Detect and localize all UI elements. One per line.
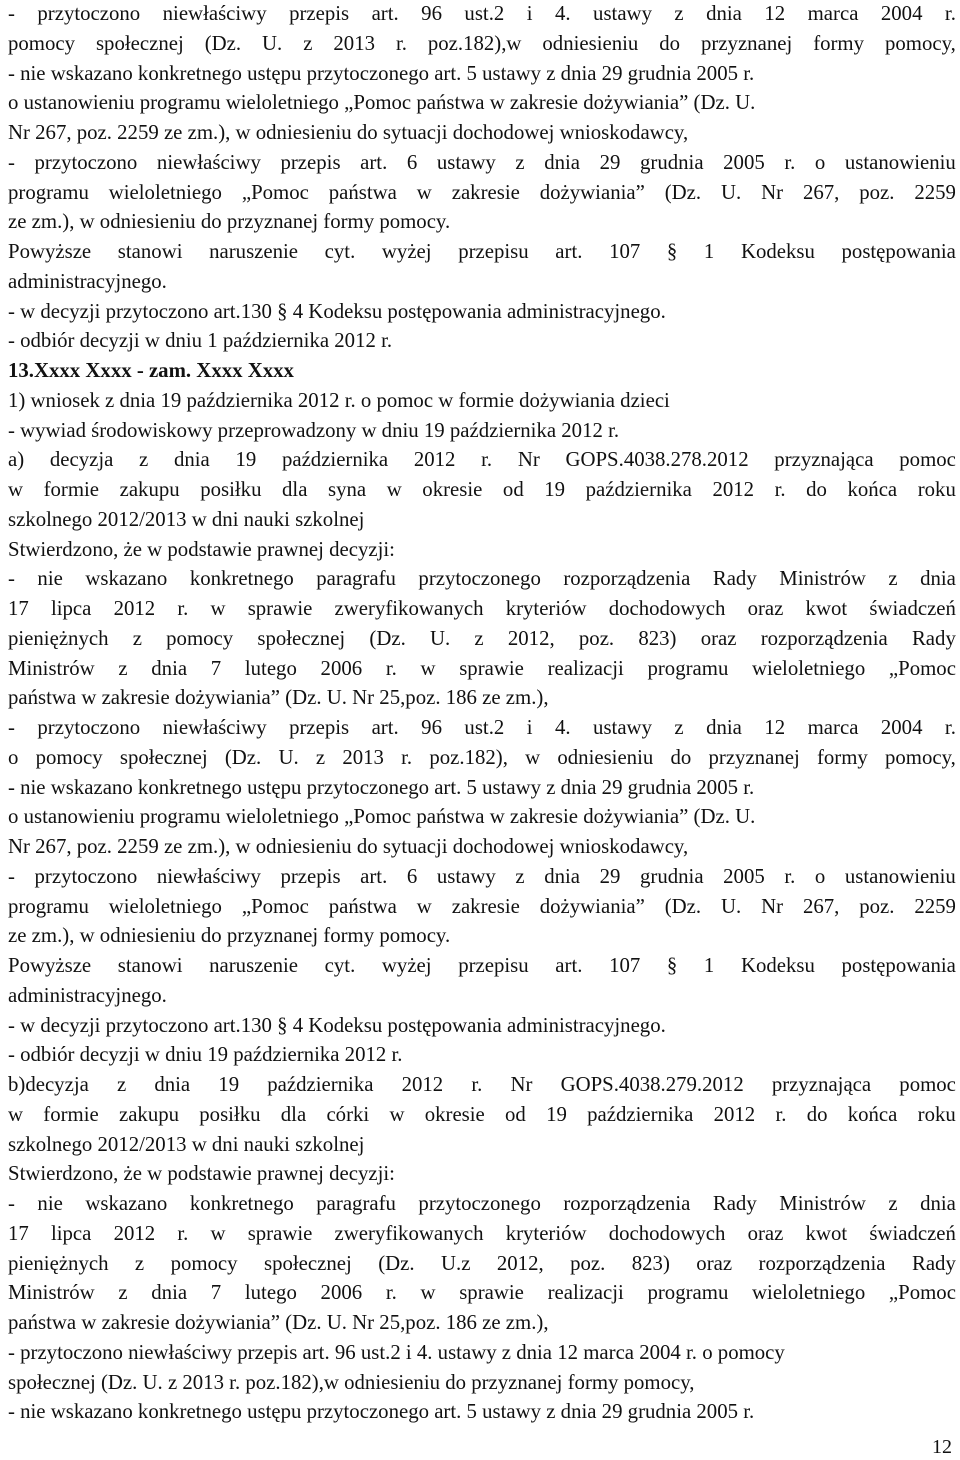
text-line: - nie wskazano konkretnego ustępu przytoczonego art. 5 ustawy z dnia 29 grudnia 2005 r. xyxy=(8,775,755,799)
text-line: - przytoczono niewłaściwy przepis art. 96 ust.2 i 4. ustawy z dnia 12 marca 2004 r. o pomocy xyxy=(8,1340,785,1364)
text-line: Nr 267, poz. 2259 ze zm.), w odniesieniu do sytuacji dochodowej wnioskodawcy, xyxy=(8,121,689,144)
text-line: szkolnego 2012/2013 w dni nauki szkolnej xyxy=(8,507,365,531)
text-line: 17 lipca 2012 r. w sprawie zweryfikowanych kryteriów dochodowych oraz kwot świadczeń xyxy=(8,597,956,620)
text-line: - przytoczono niewłaściwy przepis art. 6 ustawy z dnia 29 grudnia 2005 r. o ustanowieniu xyxy=(8,864,956,888)
text-line: Stwierdzono, że w podstawie prawnej decyzji: xyxy=(8,1162,395,1186)
text-line: ze zm.), w odniesieniu do przyznanej formy pomocy. xyxy=(8,210,451,234)
text-line: pieniężnych z pomocy społecznej (Dz. U.z 2012, poz. 823) oraz rozporządzenia Rady xyxy=(8,1251,956,1275)
text-line: w formie zakupu posiłku dla syna w okresie od 19 października 2012 r. do końca roku xyxy=(8,478,956,501)
text-line: w formie zakupu posiłku dla córki w okresie od 19 października 2012 r. do końca roku xyxy=(8,1102,956,1126)
text-line: - w decyzji przytoczono art.130 § 4 Kodeksu postępowania administracyjnego. xyxy=(8,1013,666,1037)
text-line: - przytoczono niewłaściwy przepis art. 96 ust.2 i 4. ustawy z dnia 12 marca 2004 r. xyxy=(8,2,956,25)
text-line: o ustanowieniu programu wieloletniego „Pomoc państwa w zakresie dożywiania” (Dz. U. xyxy=(8,805,756,829)
text-line: - nie wskazano konkretnego paragrafu przytoczonego rozporządzenia Rady Ministrów z dnia xyxy=(8,1192,956,1215)
text-line: społecznej (Dz. U. z 2013 r. poz.182),w odniesieniu do przyznanej formy pomocy, xyxy=(8,1370,695,1394)
text-line: szkolnego 2012/2013 w dni nauki szkolnej xyxy=(8,1132,365,1156)
text-line: o ustanowieniu programu wieloletniego „Pomoc państwa w zakresie dożywiania” (Dz. U. xyxy=(8,91,756,115)
text-line: a) decyzja z dnia 19 października 2012 r. Nr GOPS.4038.278.2012 przyznająca pomoc xyxy=(8,448,956,472)
text-line: ze zm.), w odniesieniu do przyznanej formy pomocy. xyxy=(8,924,451,948)
page-number: 12 xyxy=(932,1436,952,1458)
text-line: Powyższe stanowi naruszenie cyt. wyżej przepisu art. 107 § 1 Kodeksu postępowania xyxy=(8,954,956,977)
text-line: 1) wniosek z dnia 19 października 2012 r. o pomoc w formie dożywiania dzieci xyxy=(8,388,670,412)
text-line: Nr 267, poz. 2259 ze zm.), w odniesieniu do sytuacji dochodowej wnioskodawcy, xyxy=(8,835,689,858)
text-line: Ministrów z dnia 7 lutego 2006 r. w sprawie realizacji programu wieloletniego „Pomoc xyxy=(8,656,956,680)
text-line: programu wieloletniego „Pomoc państwa w zakresie dożywiania” (Dz. U. Nr 267, poz. 2259 xyxy=(8,180,956,204)
text-line: - nie wskazano konkretnego paragrafu przytoczonego rozporządzenia Rady Ministrów z dnia xyxy=(8,567,956,591)
text-line: Ministrów z dnia 7 lutego 2006 r. w sprawie realizacji programu wieloletniego „Pomoc xyxy=(8,1281,956,1305)
text-line: - nie wskazano konkretnego ustępu przytoczonego art. 5 ustawy z dnia 29 grudnia 2005 r. xyxy=(8,1400,755,1424)
text-line: pomocy społecznej (Dz. U. z 2013 r. poz.182),w odniesieniu do przyznanej formy pomocy, xyxy=(8,31,956,55)
text-line: 13.Xxxx Xxxx - zam. Xxxx Xxxx xyxy=(8,359,294,382)
text-line: - odbiór decyzji w dniu 1 października 2012 r. xyxy=(8,329,393,353)
text-line: administracyjnego. xyxy=(8,983,167,1007)
text-line: - nie wskazano konkretnego ustępu przytoczonego art. 5 ustawy z dnia 29 grudnia 2005 r. xyxy=(8,61,755,85)
text-line: o pomocy społecznej (Dz. U. z 2013 r. poz.182), w odniesieniu do przyznanej formy pomocy, xyxy=(8,745,956,769)
text-line: pieniężnych z pomocy społecznej (Dz. U. z 2012, poz. 823) oraz rozporządzenia Rady xyxy=(8,626,956,650)
text-line: Powyższe stanowi naruszenie cyt. wyżej przepisu art. 107 § 1 Kodeksu postępowania xyxy=(8,240,956,263)
text-line: - odbiór decyzji w dniu 19 października 2012 r. xyxy=(8,1043,403,1067)
text-line: programu wieloletniego „Pomoc państwa w zakresie dożywiania” (Dz. U. Nr 267, poz. 2259 xyxy=(8,894,956,918)
text-line: administracyjnego. xyxy=(8,269,167,293)
text-line: Stwierdzono, że w podstawie prawnej decyzji: xyxy=(8,537,395,561)
text-line: - przytoczono niewłaściwy przepis art. 6 ustawy z dnia 29 grudnia 2005 r. o ustanowieniu xyxy=(8,150,956,174)
text-line: - przytoczono niewłaściwy przepis art. 96 ust.2 i 4. ustawy z dnia 12 marca 2004 r. xyxy=(8,716,956,739)
text-line: - wywiad środowiskowy przeprowadzony w dniu 19 października 2012 r. xyxy=(8,418,620,442)
text-line: - w decyzji przytoczono art.130 § 4 Kodeksu postępowania administracyjnego. xyxy=(8,299,666,323)
text-line: 17 lipca 2012 r. w sprawie zweryfikowanych kryteriów dochodowych oraz kwot świadczeń xyxy=(8,1221,956,1245)
text-line: b)decyzja z dnia 19 października 2012 r. Nr GOPS.4038.279.2012 przyznająca pomoc xyxy=(8,1073,956,1096)
text-line: państwa w zakresie dożywiania” (Dz. U. Nr 25,poz. 186 ze zm.), xyxy=(8,686,549,710)
text-line: państwa w zakresie dożywiania” (Dz. U. Nr 25,poz. 186 ze zm.), xyxy=(8,1311,549,1334)
